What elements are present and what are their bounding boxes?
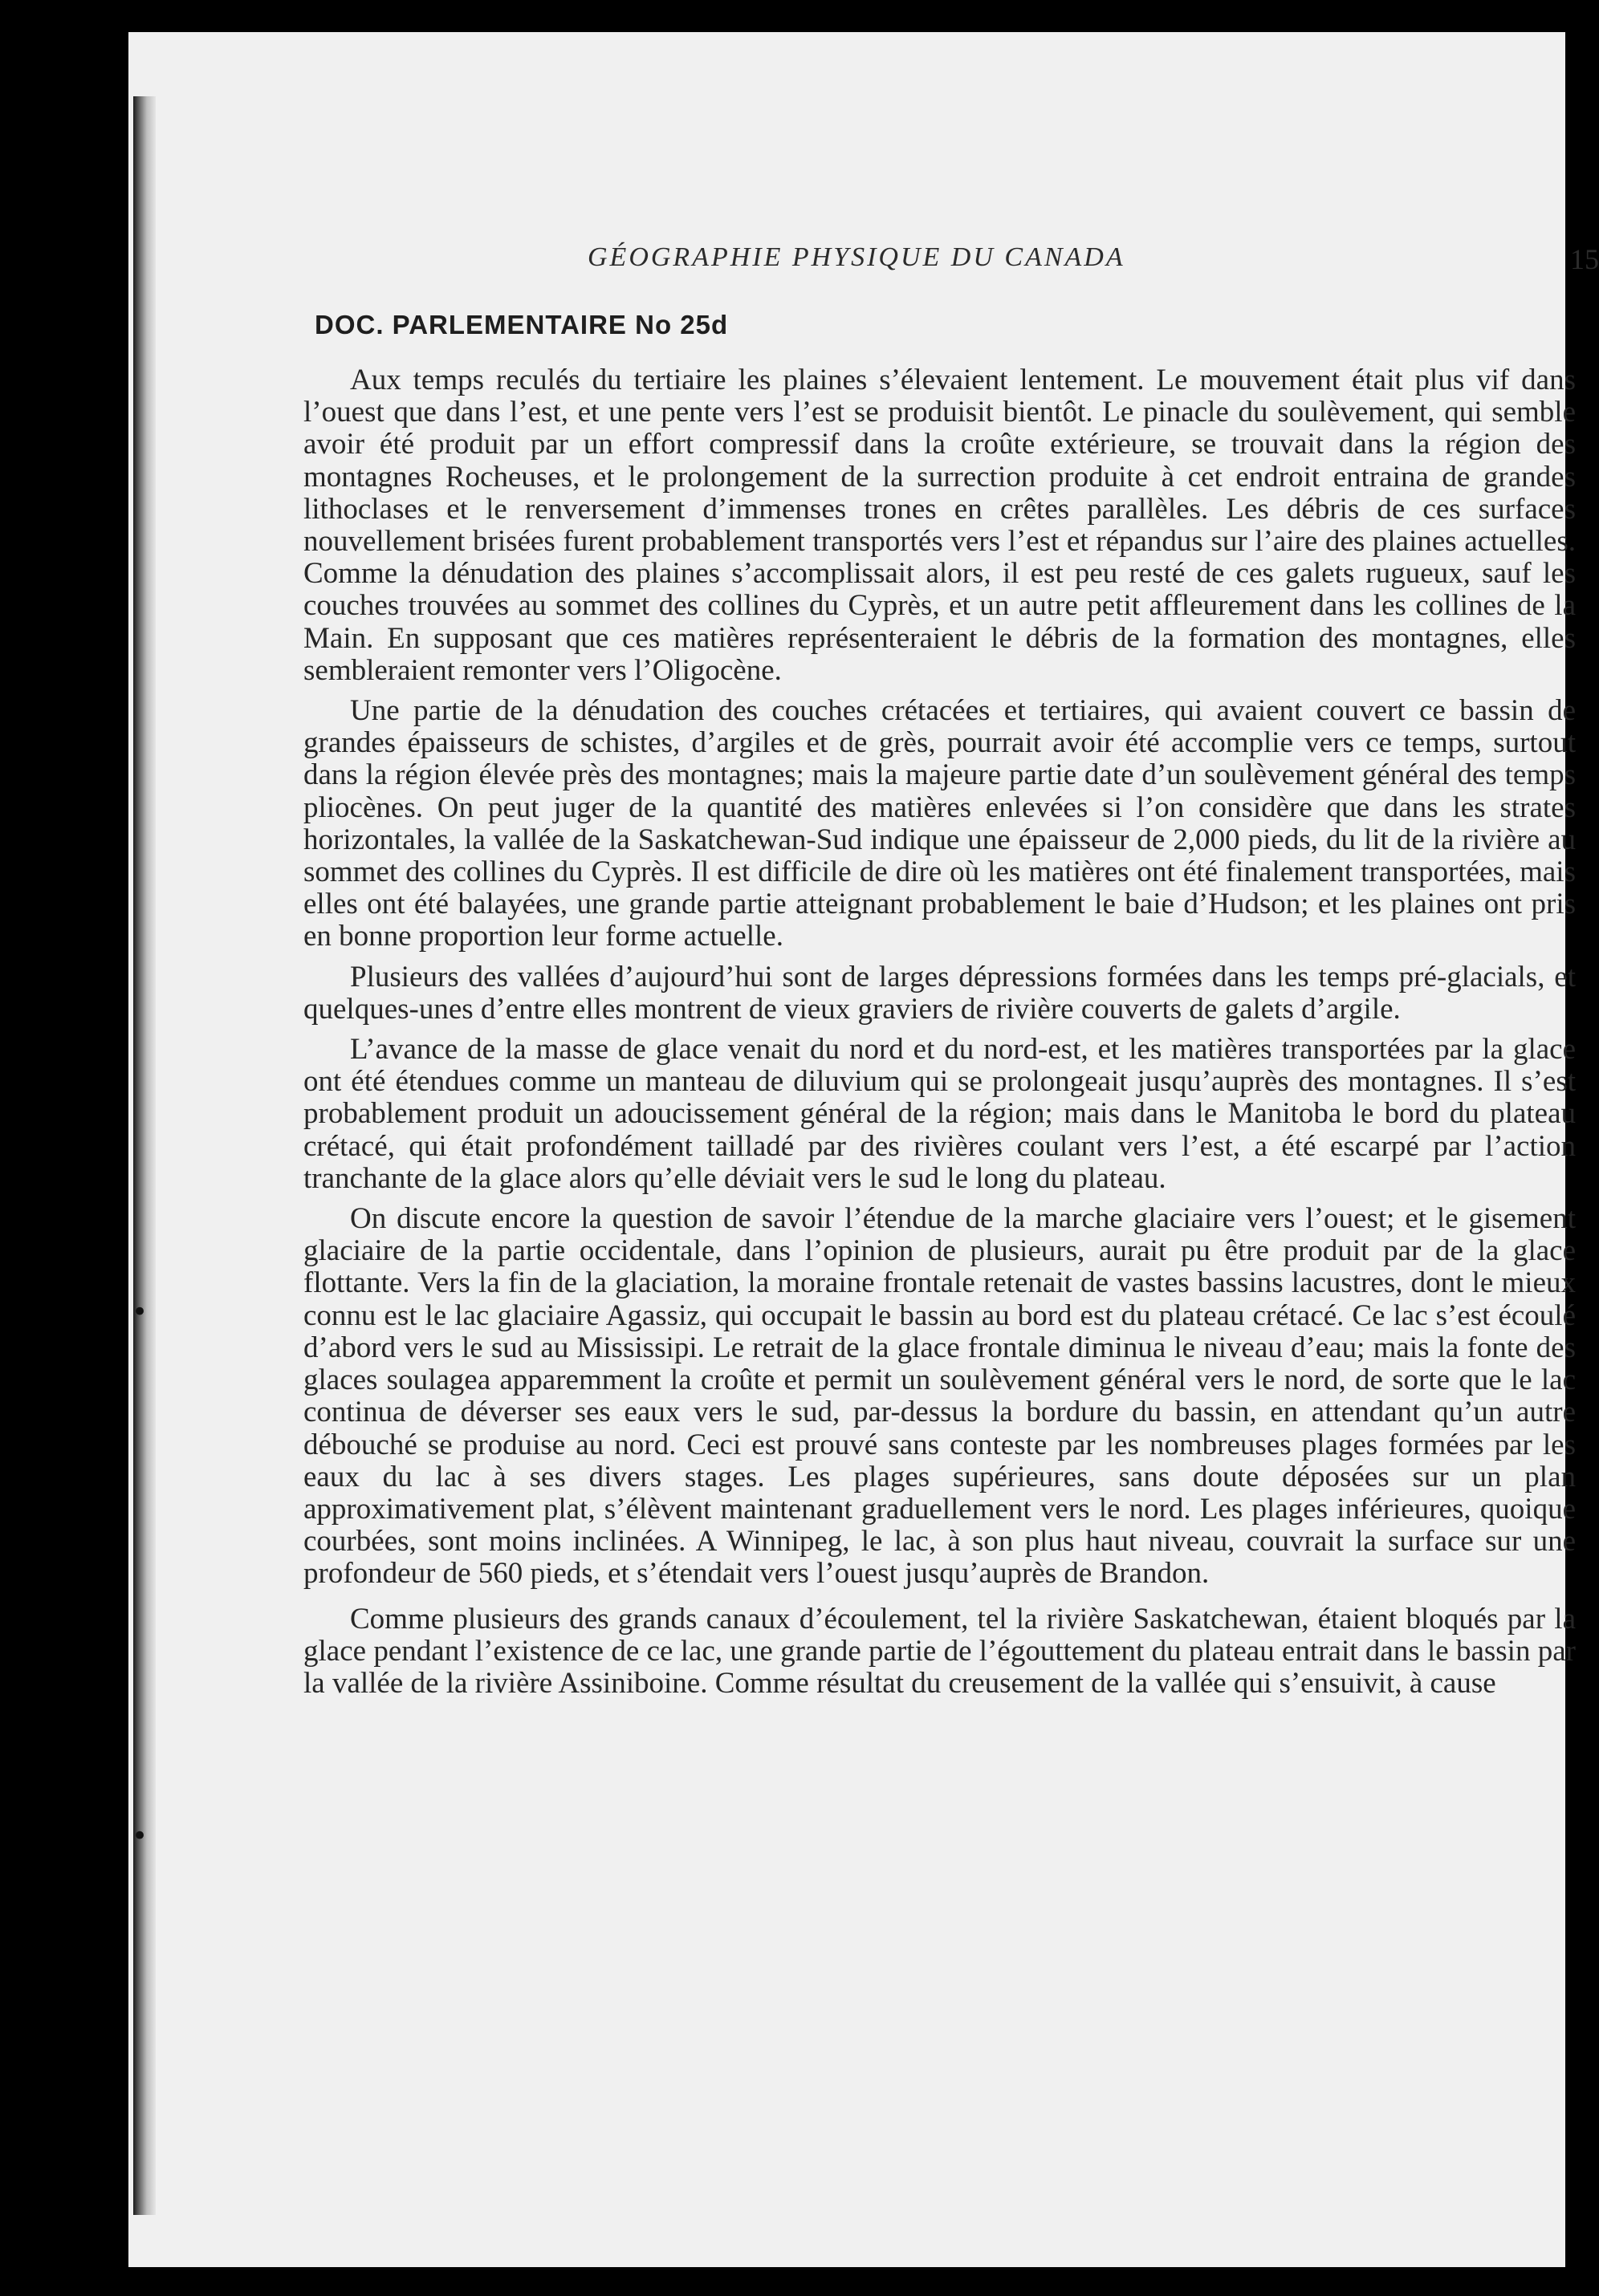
paragraph: Comme plusieurs des grands canaux d’écoulement, tel la rivière Saskatchewan, étaient bloqués par la glace pendant l’existence de ce lac, une grande partie de l’égouttement du plateau entrait dans le bassin par la vallée de la rivière Assiniboine. Comme résultat du creusement de la vallée qui s’ensuivit, à cause: [303, 1602, 1576, 1700]
document-page: [128, 32, 1599, 2267]
doc-reference: DOC. PARLEMENTAIRE No 25d: [315, 310, 729, 339]
body-text: [303, 364, 1576, 1708]
running-title: GÉOGRAPHIE PHYSIQUE DU CANADA: [588, 242, 1125, 272]
paragraph: Aux temps reculés du tertiaire les plaines s’élevaient lentement. Le mouvement était plus vif dans l’ouest que dans l’est, et une pente vers l’est se produisit bientôt. Le pinacle du soulèvement, qui semble avoir été produit par un effort compressif dans la croûte extérieure, se trouvait dans la région des montagnes Rocheuses, et le prolongement de la surrection produite à cet endroit entraina de grandes lithoclases et le renversement d’immenses trones en crêtes parallèles. Les débris de ces surfaces nouvellement brisées furent probablement transportés vers l’est et répandus sur l’aire des plaines actuelles. Comme la dénudation des plaines s’accomplissait alors, il est peu resté de ces galets rugueux, sauf les couches trouvées au sommet des collines du Cyprès, et un autre petit affleurement dans les collines de la Main. En supposant que ces matières représenteraient le débris de la formation des montagnes, elles sembleraient remonter vers l’Oligocène.: [303, 364, 1576, 687]
page-binding-edge: [133, 96, 156, 2215]
paragraph: Plusieurs des vallées d’aujourd’hui sont de larges dépressions formées dans les temps pré-glacials, et quelques-unes d’entre elles montrent de vieux graviers de rivière couverts de galets d’argile.: [303, 960, 1576, 1026]
margin-mark: •: [132, 1296, 149, 1328]
running-header: [588, 242, 1599, 291]
margin-mark: •: [132, 1820, 149, 1852]
paragraph: Une partie de la dénudation des couches crétacées et tertiaires, qui avaient couvert ce bassin de grandes épaisseurs de schistes, d’argiles et de grès, pourrait avoir été accomplie vers ce temps, surtout dans la région élevée près des montagnes; mais la majeure partie date d’un soulèvement général des temps pliocènes. On peut juger de la quantité des matières enlevées si l’on considère que dans les strates horizontales, la vallée de la Saskatchewan-Sud indique une épaisseur de 2,000 pieds, du lit de la rivière au sommet des collines du Cyprès. Il est difficile de dire où les matières ont été finalement transportées, mais elles ont été balayées, une grande partie atteignant probablement le baie d’Hudson; et les plaines ont pris en bonne proportion leur forme actuelle.: [303, 694, 1576, 953]
paragraph: L’avance de la masse de glace venait du nord et du nord-est, et les matières transportées par la glace ont été étendues comme un manteau de diluvium qui se prolongeait jusqu’auprès des montagnes. Il s’est probablement produit un adoucissement général de la région; mais dans le Manitoba le bord du plateau crétacé, qui était profondément tailladé par des rivières coulant vers l’est, a été escarpé par l’action tranchante de la glace alors qu’elle déviait vers le sud le long du plateau.: [303, 1033, 1576, 1195]
page-number: 15: [1570, 243, 1599, 275]
paragraph: On discute encore la question de savoir l’étendue de la marche glaciaire vers l’ouest; et le gisement glaciaire de la partie occidentale, dans l’opinion de plusieurs, aurait pu être produit par de la glace flottante. Vers la fin de la glaciation, la moraine frontale retenait de vastes bassins lacustres, dont le mieux connu est le lac glaciaire Agassiz, qui occupait le bassin au bord est du plateau crétacé. Ce lac s’est écoulé d’abord vers le sud au Mississipi. Le retrait de la glace frontale diminua le niveau d’eau; mais la fonte des glaces soulagea apparemment la croûte et permit un soulèvement général vers le nord, de sorte que le lac continua de déverser ses eaux vers le sud, par-dessus la bordure du bassin, en attendant qu’un autre débouché se produise au nord. Ceci est prouvé sans conteste par les nombreuses plages formées par les eaux du lac à ses divers stages. Les plages supérieures, sans doute déposées sur un plan approximativement plat, s’élèvent maintenant graduellement vers le nord. Les plages inférieures, quoique courbées, sont moins inclinées. A Winnipeg, le lac, à son plus haut niveau, couvrait la surface sur une profondeur de 560 pieds, et s’étendait vers l’ouest jusqu’auprès de Brandon.: [303, 1202, 1576, 1591]
